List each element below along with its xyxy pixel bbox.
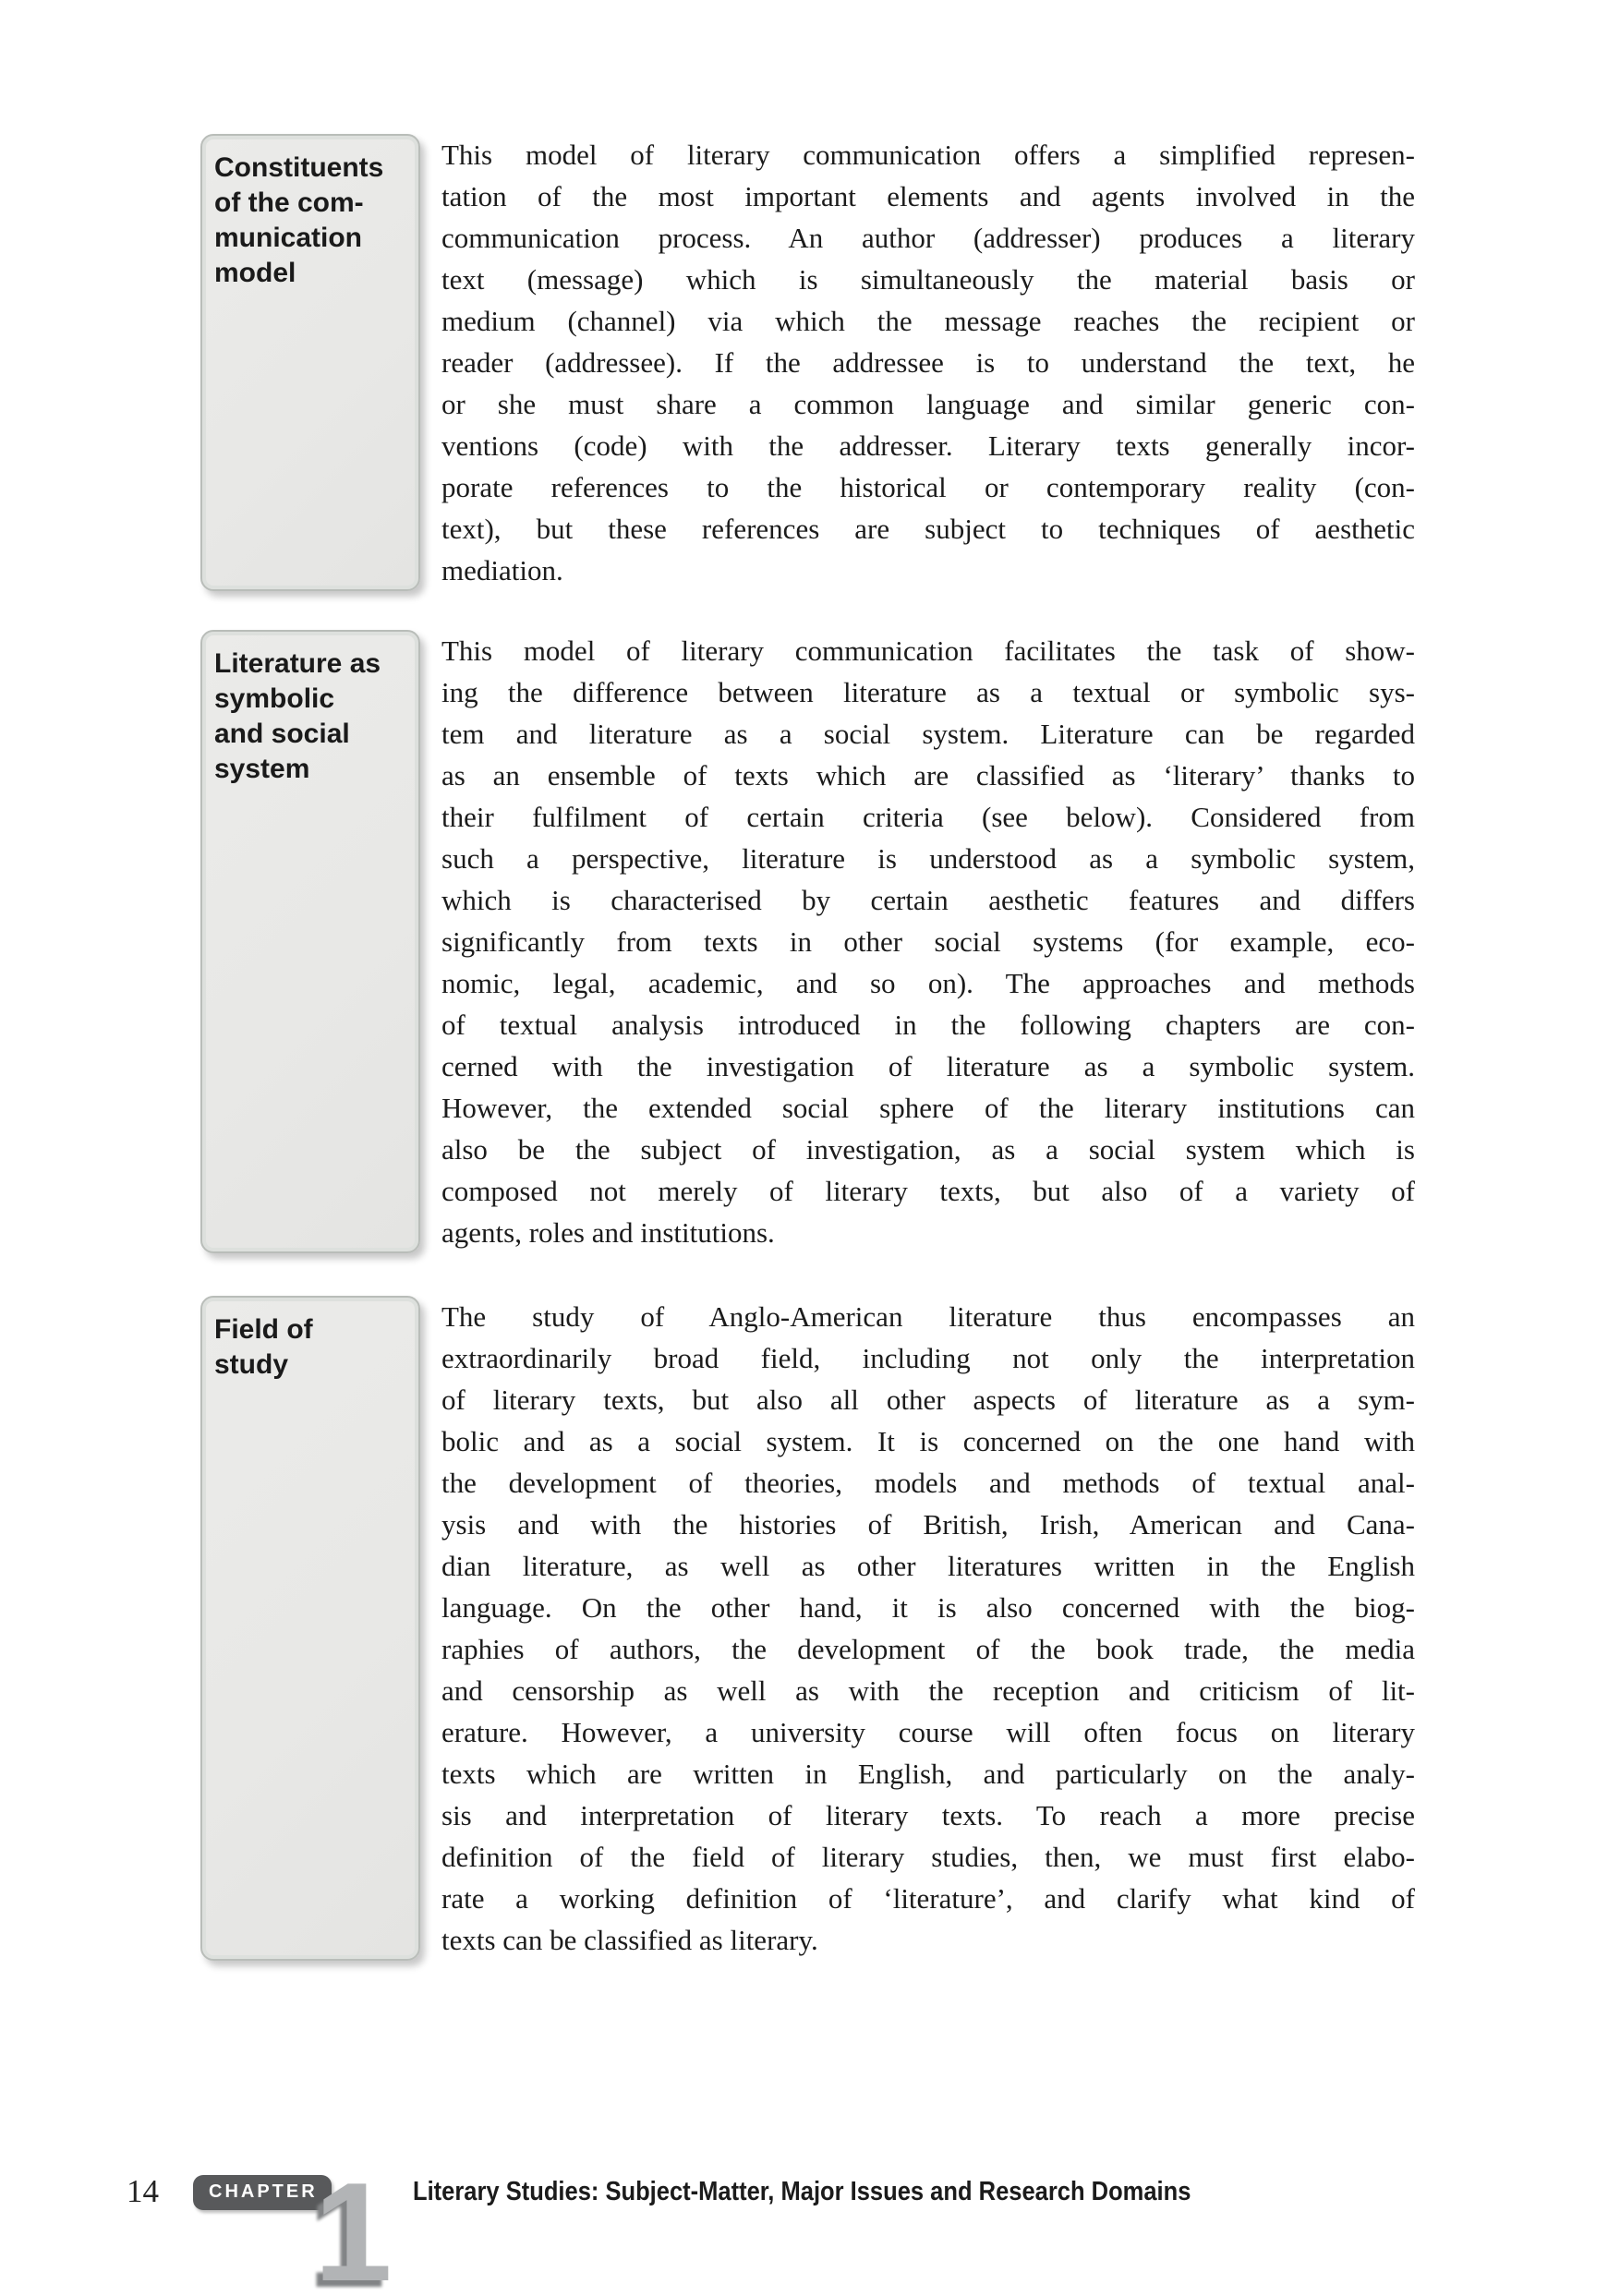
body-text-line: and censorship as well as with the reception and criticism of lit- [441,1674,1415,1707]
chapter-badge: CHAPTER [193,2175,332,2210]
body-paragraph [441,630,1415,1253]
body-text-line: text), but these references are subject to techniques of aesthetic [441,513,1415,545]
body-text-line: porate references to the historical or contemporary reality (con- [441,471,1415,503]
body-text-line: nomic, legal, academic, and so on). The approaches and methods [441,967,1415,999]
body-text-line: definition of the field of literary studies, then, we must first elabo- [441,1841,1415,1873]
section-row [200,134,1415,591]
margin-label-box [200,1296,420,1961]
body-text-line: text (message) which is simultaneously the material basis or [441,263,1415,296]
body-text-line: medium (channel) via which the message reaches the recipient or [441,305,1415,337]
column-gap [420,134,441,591]
body-text-line: This model of literary communication offers a simplified represen- [441,139,1415,171]
page-footer [0,2154,1620,2296]
section-row [200,630,1415,1253]
body-text-line: texts can be classified as literary. [441,1924,818,1956]
body-text-line: tem and literature as a social system. Literature can be regarded [441,718,1415,750]
body-text-line: the development of theories, models and methods of textual anal- [441,1467,1415,1499]
body-text-line: However, the extended social sphere of the literary institutions can [441,1092,1415,1124]
body-text-line: agents, roles and institutions. [441,1216,775,1249]
column-gap [420,630,441,1253]
body-text-line: of textual analysis introduced in the following chapters are con- [441,1009,1415,1041]
body-text-line: cerned with the investigation of literature as a symbolic system. [441,1050,1415,1082]
margin-label-line: study [214,1349,289,1380]
body-text-line: ventions (code) with the addresser. Literary texts generally incor- [441,429,1415,462]
body-text-line: extraordinarily broad field, including not only the interpretation [441,1342,1415,1374]
body-text-line: texts which are written in English, and particularly on the analy- [441,1758,1415,1790]
body-text-line: ysis and with the histories of British, Irish, American and Cana- [441,1508,1415,1541]
margin-label-line: Constituents [214,152,384,183]
body-text-line: of literary texts, but also all other aspects of literature as a sym- [441,1384,1415,1416]
margin-label-line: model [214,258,296,288]
body-text-line: ing the difference between literature as a textual or symbolic sys- [441,676,1415,708]
margin-label-line: munication [214,223,363,253]
body-text-line: language. On the other hand, it is also concerned with the biog- [441,1591,1415,1624]
body-text-line: The study of Anglo-American literature thus encompasses an [441,1300,1415,1333]
body-text-line: such a perspective, literature is understood as a symbolic system, [441,842,1415,875]
body-text-line: erature. However, a university course will often focus on literary [441,1716,1415,1748]
page-number: 14 [127,2173,159,2209]
column-gap [420,1296,441,1961]
body-text-line: tation of the most important elements and agents involved in the [441,180,1415,212]
margin-label-line: symbolic [214,683,335,714]
body-text-line: their fulfilment of certain criteria (see below). Considered from [441,801,1415,833]
body-text-line: sis and interpretation of literary texts. To reach a more precise [441,1799,1415,1831]
body-paragraph [441,134,1415,591]
body-text-line: This model of literary communication facilitates the task of show- [441,634,1415,667]
body-text-line: significantly from texts in other social systems (for example, eco- [441,925,1415,958]
margin-label-line: and social [214,719,350,749]
margin-label-box [200,630,420,1253]
body-text-line: communication process. An author (addresser) produces a literary [441,222,1415,254]
body-text-line: or she must share a common language and similar generic con- [441,388,1415,420]
body-text-line: mediation. [441,554,563,586]
body-text-line: composed not merely of literary texts, but also of a variety of [441,1175,1415,1207]
margin-label-line: of the com- [214,187,364,218]
sections [200,134,1415,1961]
margin-label-line: Field of [214,1314,313,1345]
margin-label-box [200,134,420,591]
body-paragraph [441,1296,1415,1961]
body-text-line: which is characterised by certain aesthetic features and differs [441,884,1415,916]
margin-label-line: system [214,754,310,784]
body-text-line: raphies of authors, the development of the book trade, the media [441,1633,1415,1665]
body-text-line: dian literature, as well as other literatures written in the English [441,1550,1415,1582]
body-text-line: as an ensemble of texts which are classified as ‘literary’ thanks to [441,759,1415,792]
body-text-line: rate a working definition of ‘literature’, and clarify what kind of [441,1882,1415,1915]
body-text-line: also be the subject of investigation, as a social system which is [441,1133,1415,1166]
section-row [200,1296,1415,1961]
body-text-line: bolic and as a social system. It is concerned on the one hand with [441,1425,1415,1457]
chapter-title: Literary Studies: Subject-Matter, Major Issues and Research Domains [413,2177,1191,2206]
margin-label-line: Literature as [214,648,381,679]
chapter-number: 1 [314,2154,393,2296]
body-text-line: reader (addressee). If the addressee is to understand the text, he [441,346,1415,379]
